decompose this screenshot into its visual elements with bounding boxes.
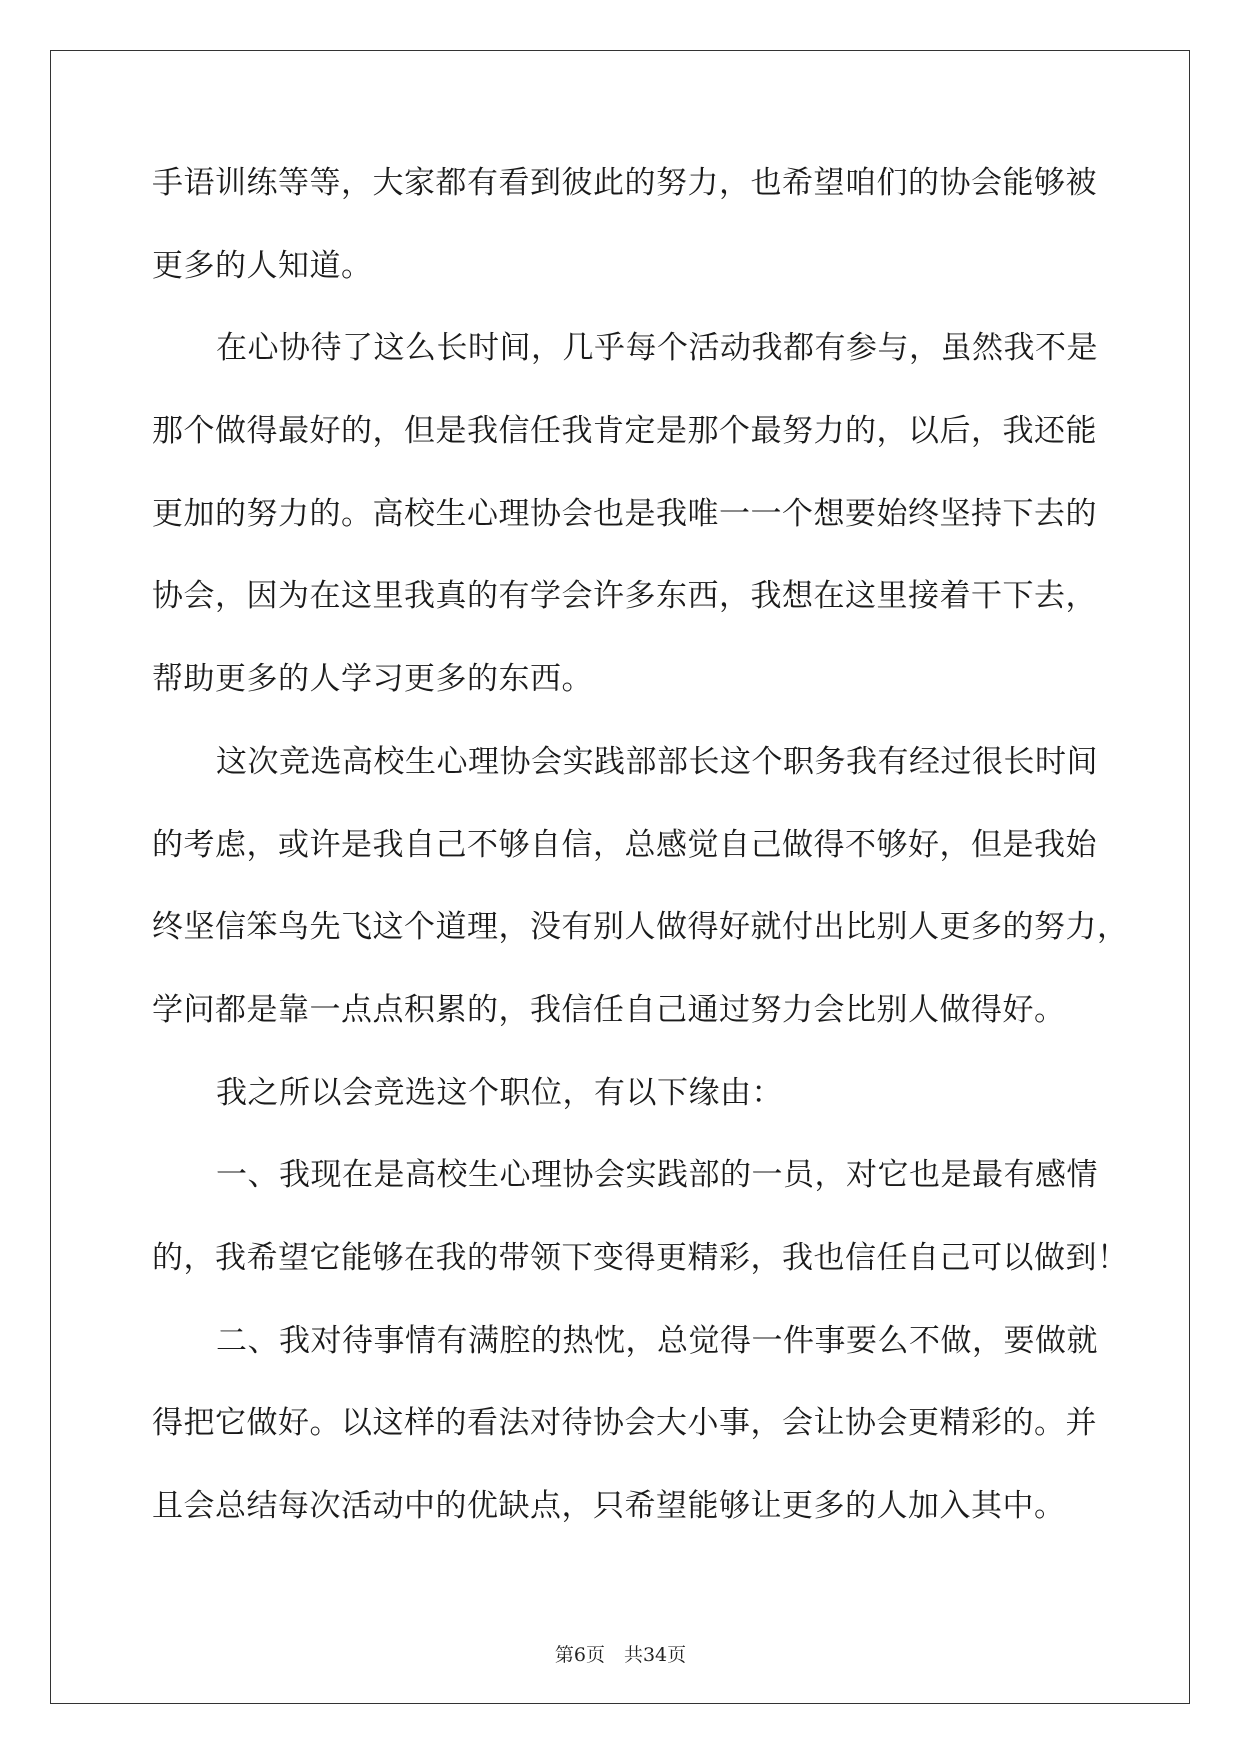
text-line: 二、我对待事情有满腔的热忱，总觉得一件事要么不做，要做就 bbox=[216, 1322, 1098, 1359]
text-line: 终坚信笨鸟先飞这个道理，没有别人做得好就付出比别人更多的努力， bbox=[152, 909, 1129, 946]
text-line: 更多的人知道。 bbox=[152, 247, 373, 284]
text-line: 手语训练等等，大家都有看到彼此的努力，也希望咱们的协会能够被 bbox=[152, 165, 1097, 201]
page-number-footer: 第6页 共34页 bbox=[554, 1644, 687, 1666]
text-line: 的，我希望它能够在我的带领下变得更精彩，我也信任自己可以做到！ bbox=[152, 1239, 1129, 1276]
text-line: 帮助更多的人学习更多的东西。 bbox=[152, 661, 593, 698]
text-line: 协会，因为在这里我真的有学会许多东西，我想在这里接着干下去， bbox=[152, 578, 1097, 615]
text-line: 那个做得最好的，但是我信任我肯定是那个最努力的，以后，我还能 bbox=[152, 413, 1097, 450]
text-line: 更加的努力的。高校生心理协会也是我唯一一个想要始终坚持下去的 bbox=[152, 495, 1097, 532]
text-line: 且会总结每次活动中的优缺点，只希望能够让更多的人加入其中。 bbox=[152, 1488, 1066, 1524]
text-line: 一、我现在是高校生心理协会实践部的一员，对它也是最有感情 bbox=[216, 1157, 1098, 1194]
document-body bbox=[152, 163, 1129, 1569]
text-line: 的考虑，或许是我自己不够自信，总感觉自己做得不够好，但是我始 bbox=[152, 826, 1097, 863]
text-line: 在心协待了这么长时间，几乎每个活动我都有参与，虽然我不是 bbox=[216, 330, 1098, 367]
text-line: 学问都是靠一点点积累的，我信任自己通过努力会比别人做得好。 bbox=[152, 991, 1066, 1028]
text-line: 这次竞选高校生心理协会实践部部长这个职务我有经过很长时间 bbox=[216, 743, 1098, 780]
text-line: 我之所以会竞选这个职位，有以下缘由： bbox=[216, 1074, 783, 1111]
text-line: 得把它做好。以这样的看法对待协会大小事，会让协会更精彩的。并 bbox=[152, 1405, 1097, 1442]
